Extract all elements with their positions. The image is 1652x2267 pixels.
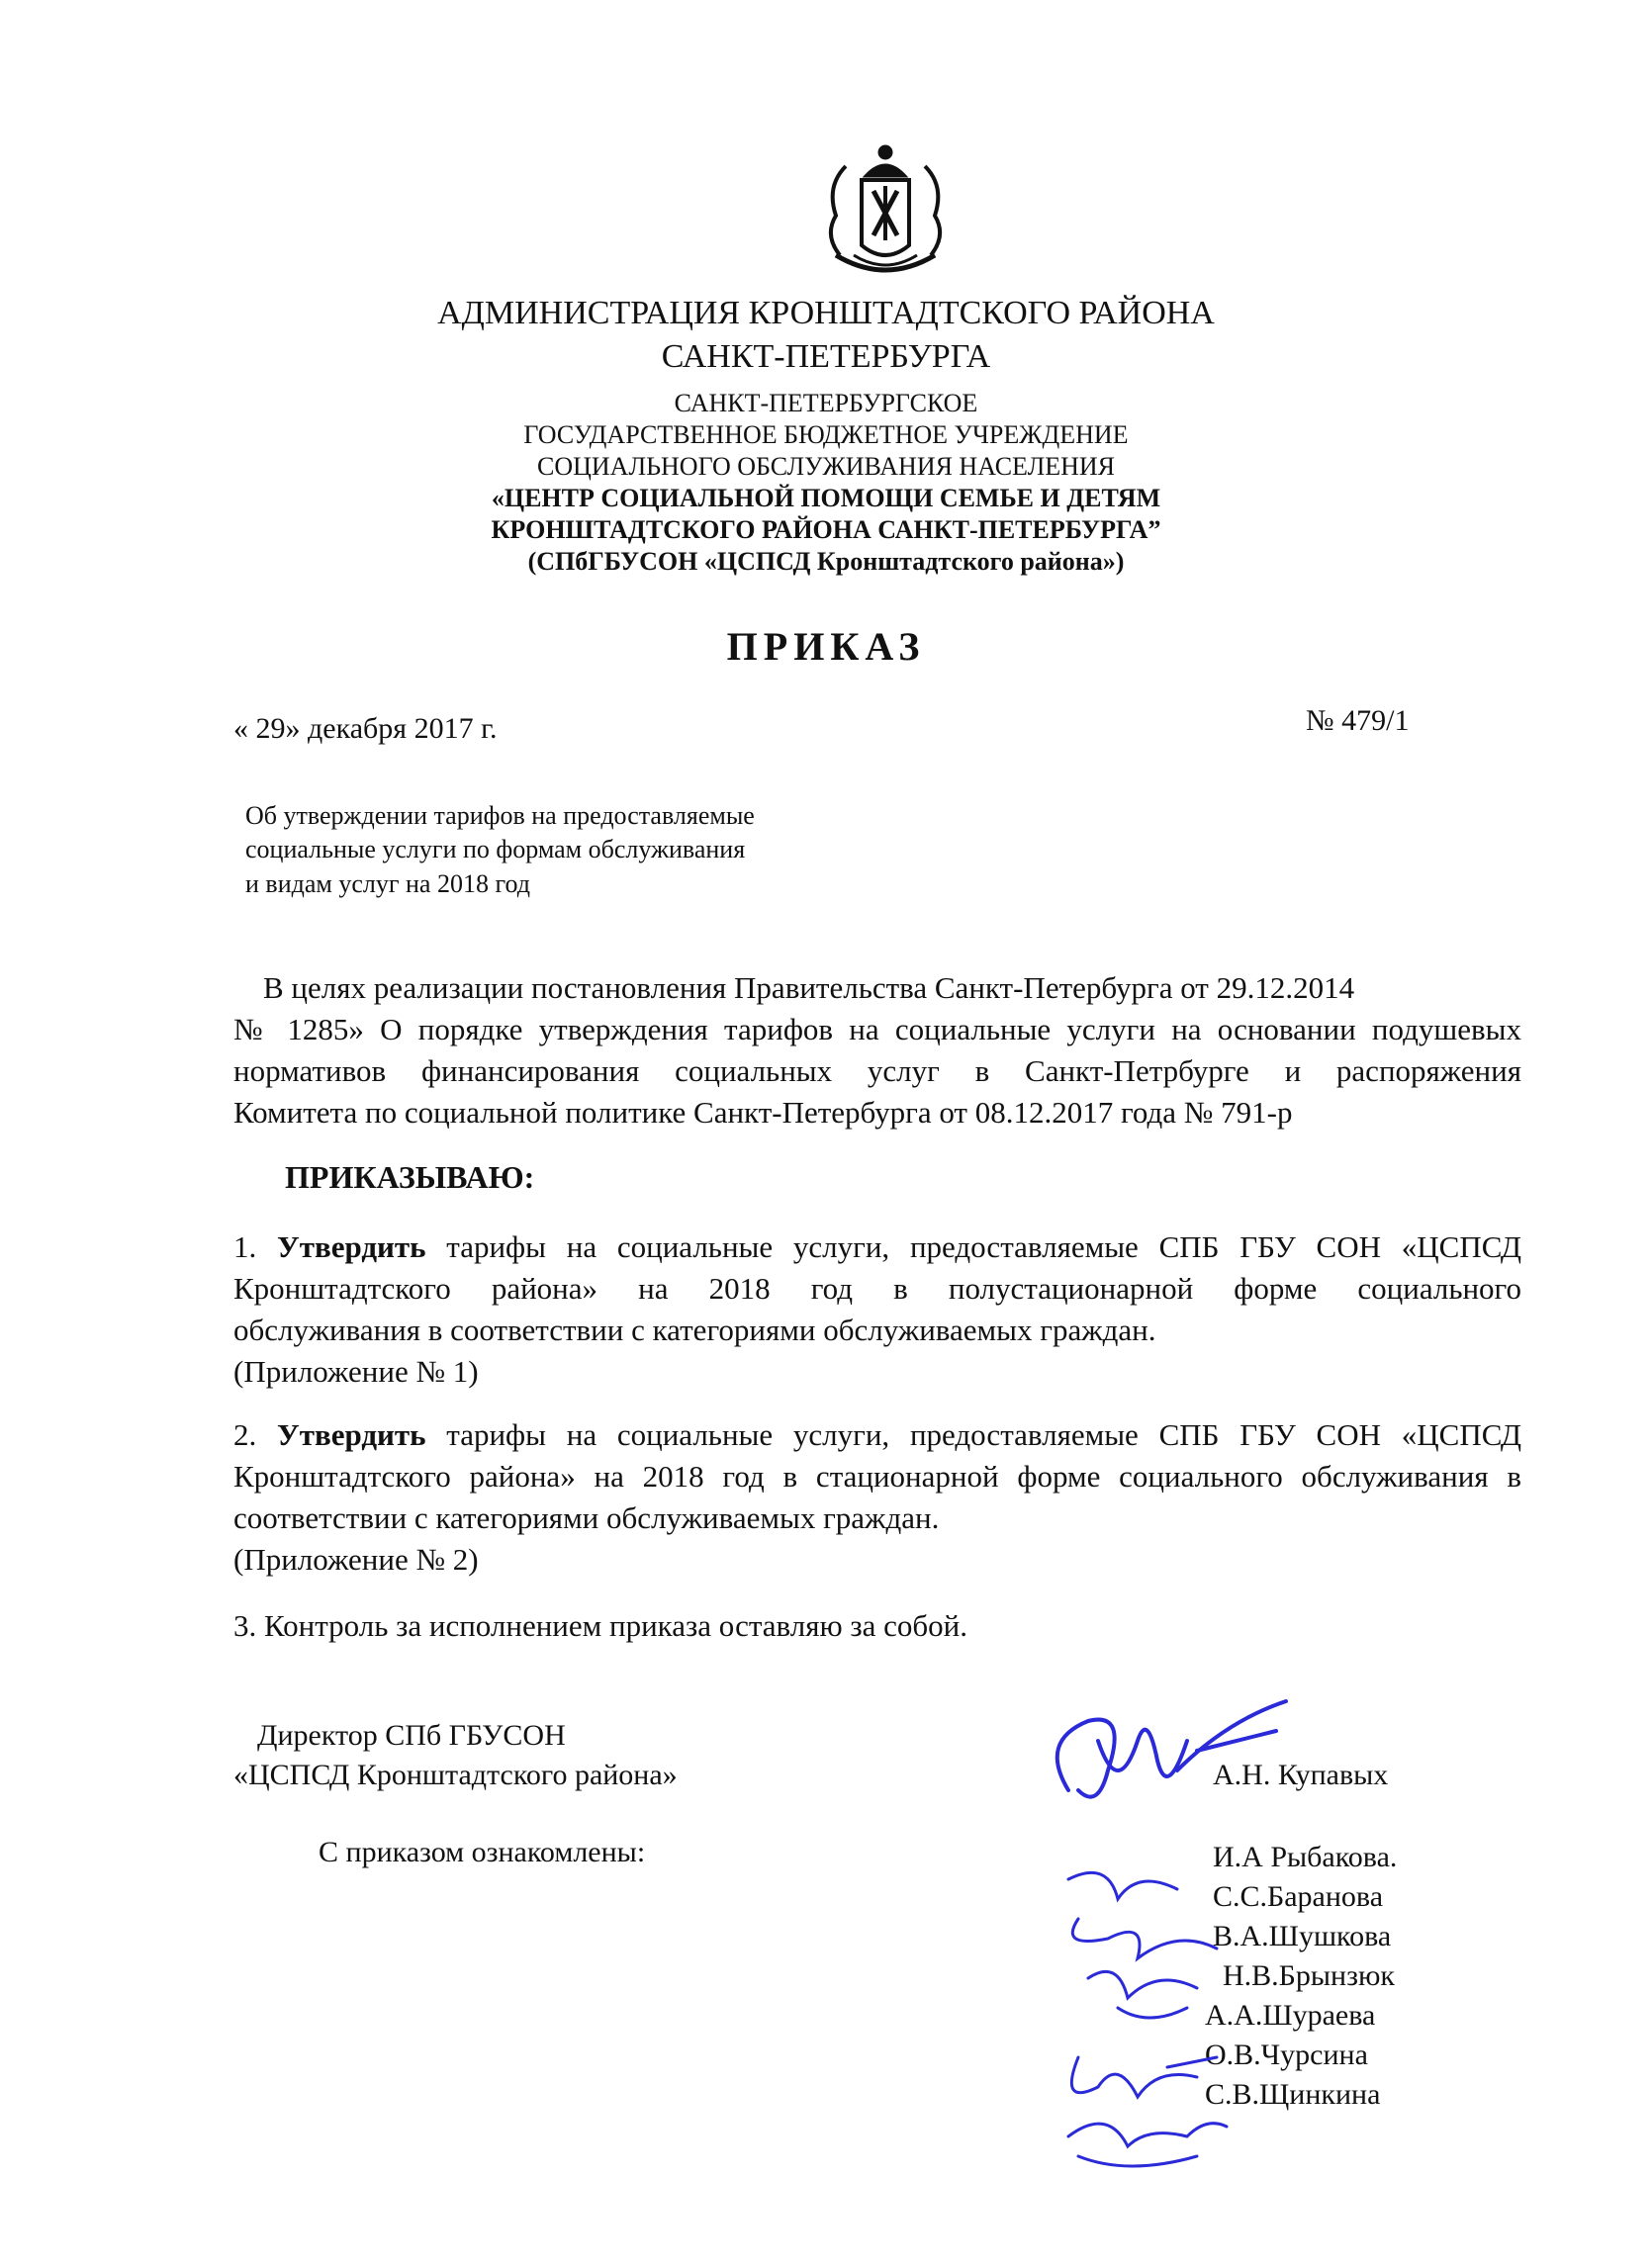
acquainted-name: Н.В.Брынзюк	[1223, 1959, 1395, 1992]
item-appendix: (Приложение № 1)	[233, 1354, 479, 1389]
signatory-name: А.Н. Купавых	[1213, 1759, 1389, 1791]
item-appendix: (Приложение № 2)	[233, 1542, 479, 1577]
org-line-1: САНКТ-ПЕТЕРБУРГСКОЕ	[674, 389, 978, 417]
admin-line-2: САНКТ-ПЕТЕРБУРГА	[661, 338, 991, 375]
order-item-1	[233, 1226, 1521, 1393]
org-name-line-1: «ЦЕНТР СОЦИАЛЬНОЙ ПОМОЩИ СЕМЬЕ И ДЕТЯМ	[491, 484, 1161, 512]
preamble	[233, 967, 1521, 1134]
item-verb: Утвердить	[277, 1417, 426, 1452]
coat-of-arms-icon	[806, 136, 964, 285]
signatory-title-1: Директор СПб ГБУСОН	[257, 1719, 566, 1752]
subject-line: социальные услуги по формам обслуживания	[245, 835, 746, 864]
preamble-line: № 1285» О порядке утверждения тарифов на социальные услуги на основании подушевых	[233, 1012, 1521, 1046]
subject-line: и видам услуг на 2018 год	[245, 868, 530, 898]
item-number: 1.	[233, 1229, 257, 1264]
acquainted-name: И.А Рыбакова.	[1213, 1841, 1398, 1873]
acquainted-name: С.В.Щинкина	[1205, 2078, 1381, 2111]
org-abbreviation: (СПбГБУСОН «ЦСПСД Кронштадтского района»)	[527, 547, 1125, 576]
order-item-3: 3. Контроль за исполнением приказа оставляю за собой.	[233, 1608, 968, 1643]
order-item-2	[233, 1414, 1521, 1581]
acquainted-name: А.А.Шураева	[1205, 1999, 1376, 2032]
director-signature-icon	[1029, 1681, 1326, 1840]
item-text: соответствии с категориями обслуживаемых граждан.	[233, 1500, 940, 1535]
order-date: « 29» декабря 2017 г.	[233, 712, 498, 745]
order-number: № 479/1	[1306, 704, 1410, 737]
item-verb: Утвердить	[277, 1229, 426, 1264]
signatory-title-2: «ЦСПСД Кронштадтского района»	[233, 1759, 678, 1791]
item-text: Кронштадтского района» на 2018 год в стационарной форме социального обслуживания в	[233, 1459, 1521, 1494]
item-text: тарифы на социальные услуги, предоставляемые СПБ ГБУ СОН «ЦСПСД	[425, 1417, 1522, 1452]
order-word: ПРИКАЗЫВАЮ:	[285, 1159, 535, 1195]
acquainted-label: С приказом ознакомлены:	[319, 1836, 646, 1868]
preamble-line: нормативов финансирования социальных услуг в Санкт-Петрбурге и распоряжения	[233, 1053, 1521, 1088]
org-name-line-2: КРОНШТАДТСКОГО РАЙОНА САНКТ-ПЕТЕРБУРГА”	[491, 515, 1161, 544]
item-text: тарифы на социальные услуги, предоставляемые СПБ ГБУ СОН «ЦСПСД	[425, 1229, 1522, 1264]
item-text: Кронштадтского района» на 2018 год в полустационарной форме социального	[233, 1271, 1521, 1306]
acquainted-name: В.А.Шушкова	[1213, 1920, 1392, 1952]
subject-line: Об утверждении тарифов на предоставляемые	[245, 801, 755, 830]
document-title: ПРИКАЗ	[726, 624, 926, 669]
acquainted-name: О.В.Чурсина	[1205, 2039, 1368, 2071]
preamble-line: В целях реализации постановления Правительства Санкт-Петербурга от 29.12.2014	[263, 970, 1355, 1005]
item-text: обслуживания в соответствии с категориями обслуживаемых граждан.	[233, 1313, 1156, 1347]
preamble-line: Комитета по социальной политике Санкт-Петербурга от 08.12.2017 года № 791-р	[233, 1095, 1293, 1130]
admin-line-1: АДМИНИСТРАЦИЯ КРОНШТАДТСКОГО РАЙОНА	[437, 295, 1215, 331]
org-line-3: СОЦИАЛЬНОГО ОБСЛУЖИВАНИЯ НАСЕЛЕНИЯ	[537, 452, 1115, 481]
acquainted-name: С.С.Баранова	[1213, 1880, 1384, 1913]
org-line-2: ГОСУДАРСТВЕННОЕ БЮДЖЕТНОЕ УЧРЕЖДЕНИЕ	[523, 420, 1129, 449]
order-subject	[245, 799, 755, 901]
acquaintance-signatures-icon	[1049, 1859, 1246, 2186]
item-number: 2.	[233, 1417, 257, 1452]
